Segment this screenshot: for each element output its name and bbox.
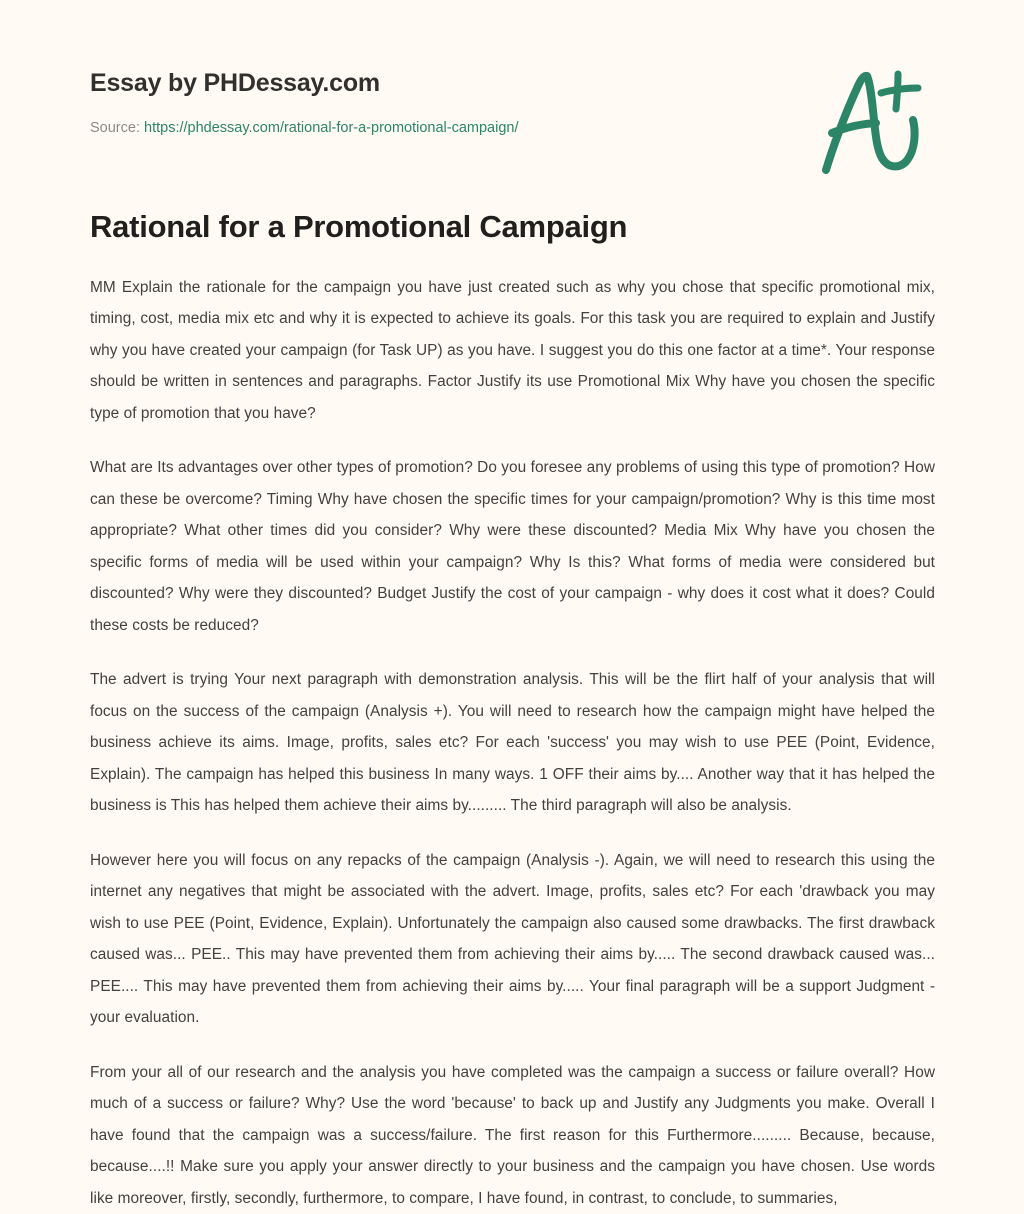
brand-line: Essay by PHDessay.com <box>90 69 380 97</box>
paragraph: What are Its advantages over other types of promotion? Do you foresee any problems of using this type of promotion? How can these be overcome? Timing Why have chosen the specific times for your campaign/promotion? Why is this time most appropriate? What other times did you consider? Why were these discounted? Media Mix Why have you chosen the specific forms of media will be used within your campaign? Why Is this? What forms of media were considered but discounted? Why were they discounted? Budget Justify the cost of your campaign - why does it cost what it does? Could these costs be reduced? <box>90 459 935 634</box>
paragraph: From your all of our research and the analysis you have completed was the campaign a success or failure overall? How much of a success or failure? Why? Use the word 'because' to back up and Justify any Judgments you make. Overall I have found that the campaign was a success/failure. The first reason for this Furthermore......... Because, because, because....!! Make sure you apply your answer directly to your business and the campaign you have chosen. Use words like moreover, firstly, secondly, furthermore, to compare, I have found, in contrast, to conclude, to summaries, <box>90 1063 935 1207</box>
essay-body <box>0 247 1024 1214</box>
paragraph: MM Explain the rationale for the campaign you have just created such as why you chose that specific promotional mix, timing, cost, media mix etc and why it is expected to achieve its goals. For this task you are required to explain and Justify why you have created your campaign (for Task UP) as you have. I suggest you do this one factor at a time*. Your response should be written in sentences and paragraphs. Factor Justify its use Promotional Mix Why have you chosen the specific type of promotion that you have? <box>90 278 935 422</box>
page-title: Rational for a Promotional Campaign <box>90 209 628 244</box>
source-line <box>90 119 934 138</box>
a-plus-logo-icon <box>812 66 932 178</box>
source-label: Source: <box>90 120 140 136</box>
a-plus-logo-svg <box>812 66 932 178</box>
paragraph: The advert is trying Your next paragraph with demonstration analysis. This will be the flirt half of your analysis that will focus on the success of the campaign (Analysis +). You will need to research how the campaign might have helped the business achieve its aims. Image, profits, sales etc? For each 'success' you may wish to use PEE (Point, Evidence, Explain). The campaign has helped this business In many ways. 1 OFF their aims by.... Another way that it has helped the business is This has helped them achieve their aims by......... The third paragraph will also be analysis. <box>90 671 935 815</box>
paragraph: However here you will focus on any repacks of the campaign (Analysis -). Again, we will need to research this using the internet any negatives that might be associated with the advert. Image, profits, sales etc? For each 'drawback you may wish to use PEE (Point, Evidence, Explain). Unfortunately the campaign also caused some drawbacks. The first drawback caused was... PEE.. This may have prevented them from achieving their aims by..... The second drawback caused was... PEE.... This may have prevented them from achieving their aims by..... Your final paragraph will be a support Judgment - your evaluation. <box>90 851 935 1027</box>
source-url-link[interactable]: https://phdessay.com/rational-for-a-promotional-campaign/ <box>144 120 519 136</box>
